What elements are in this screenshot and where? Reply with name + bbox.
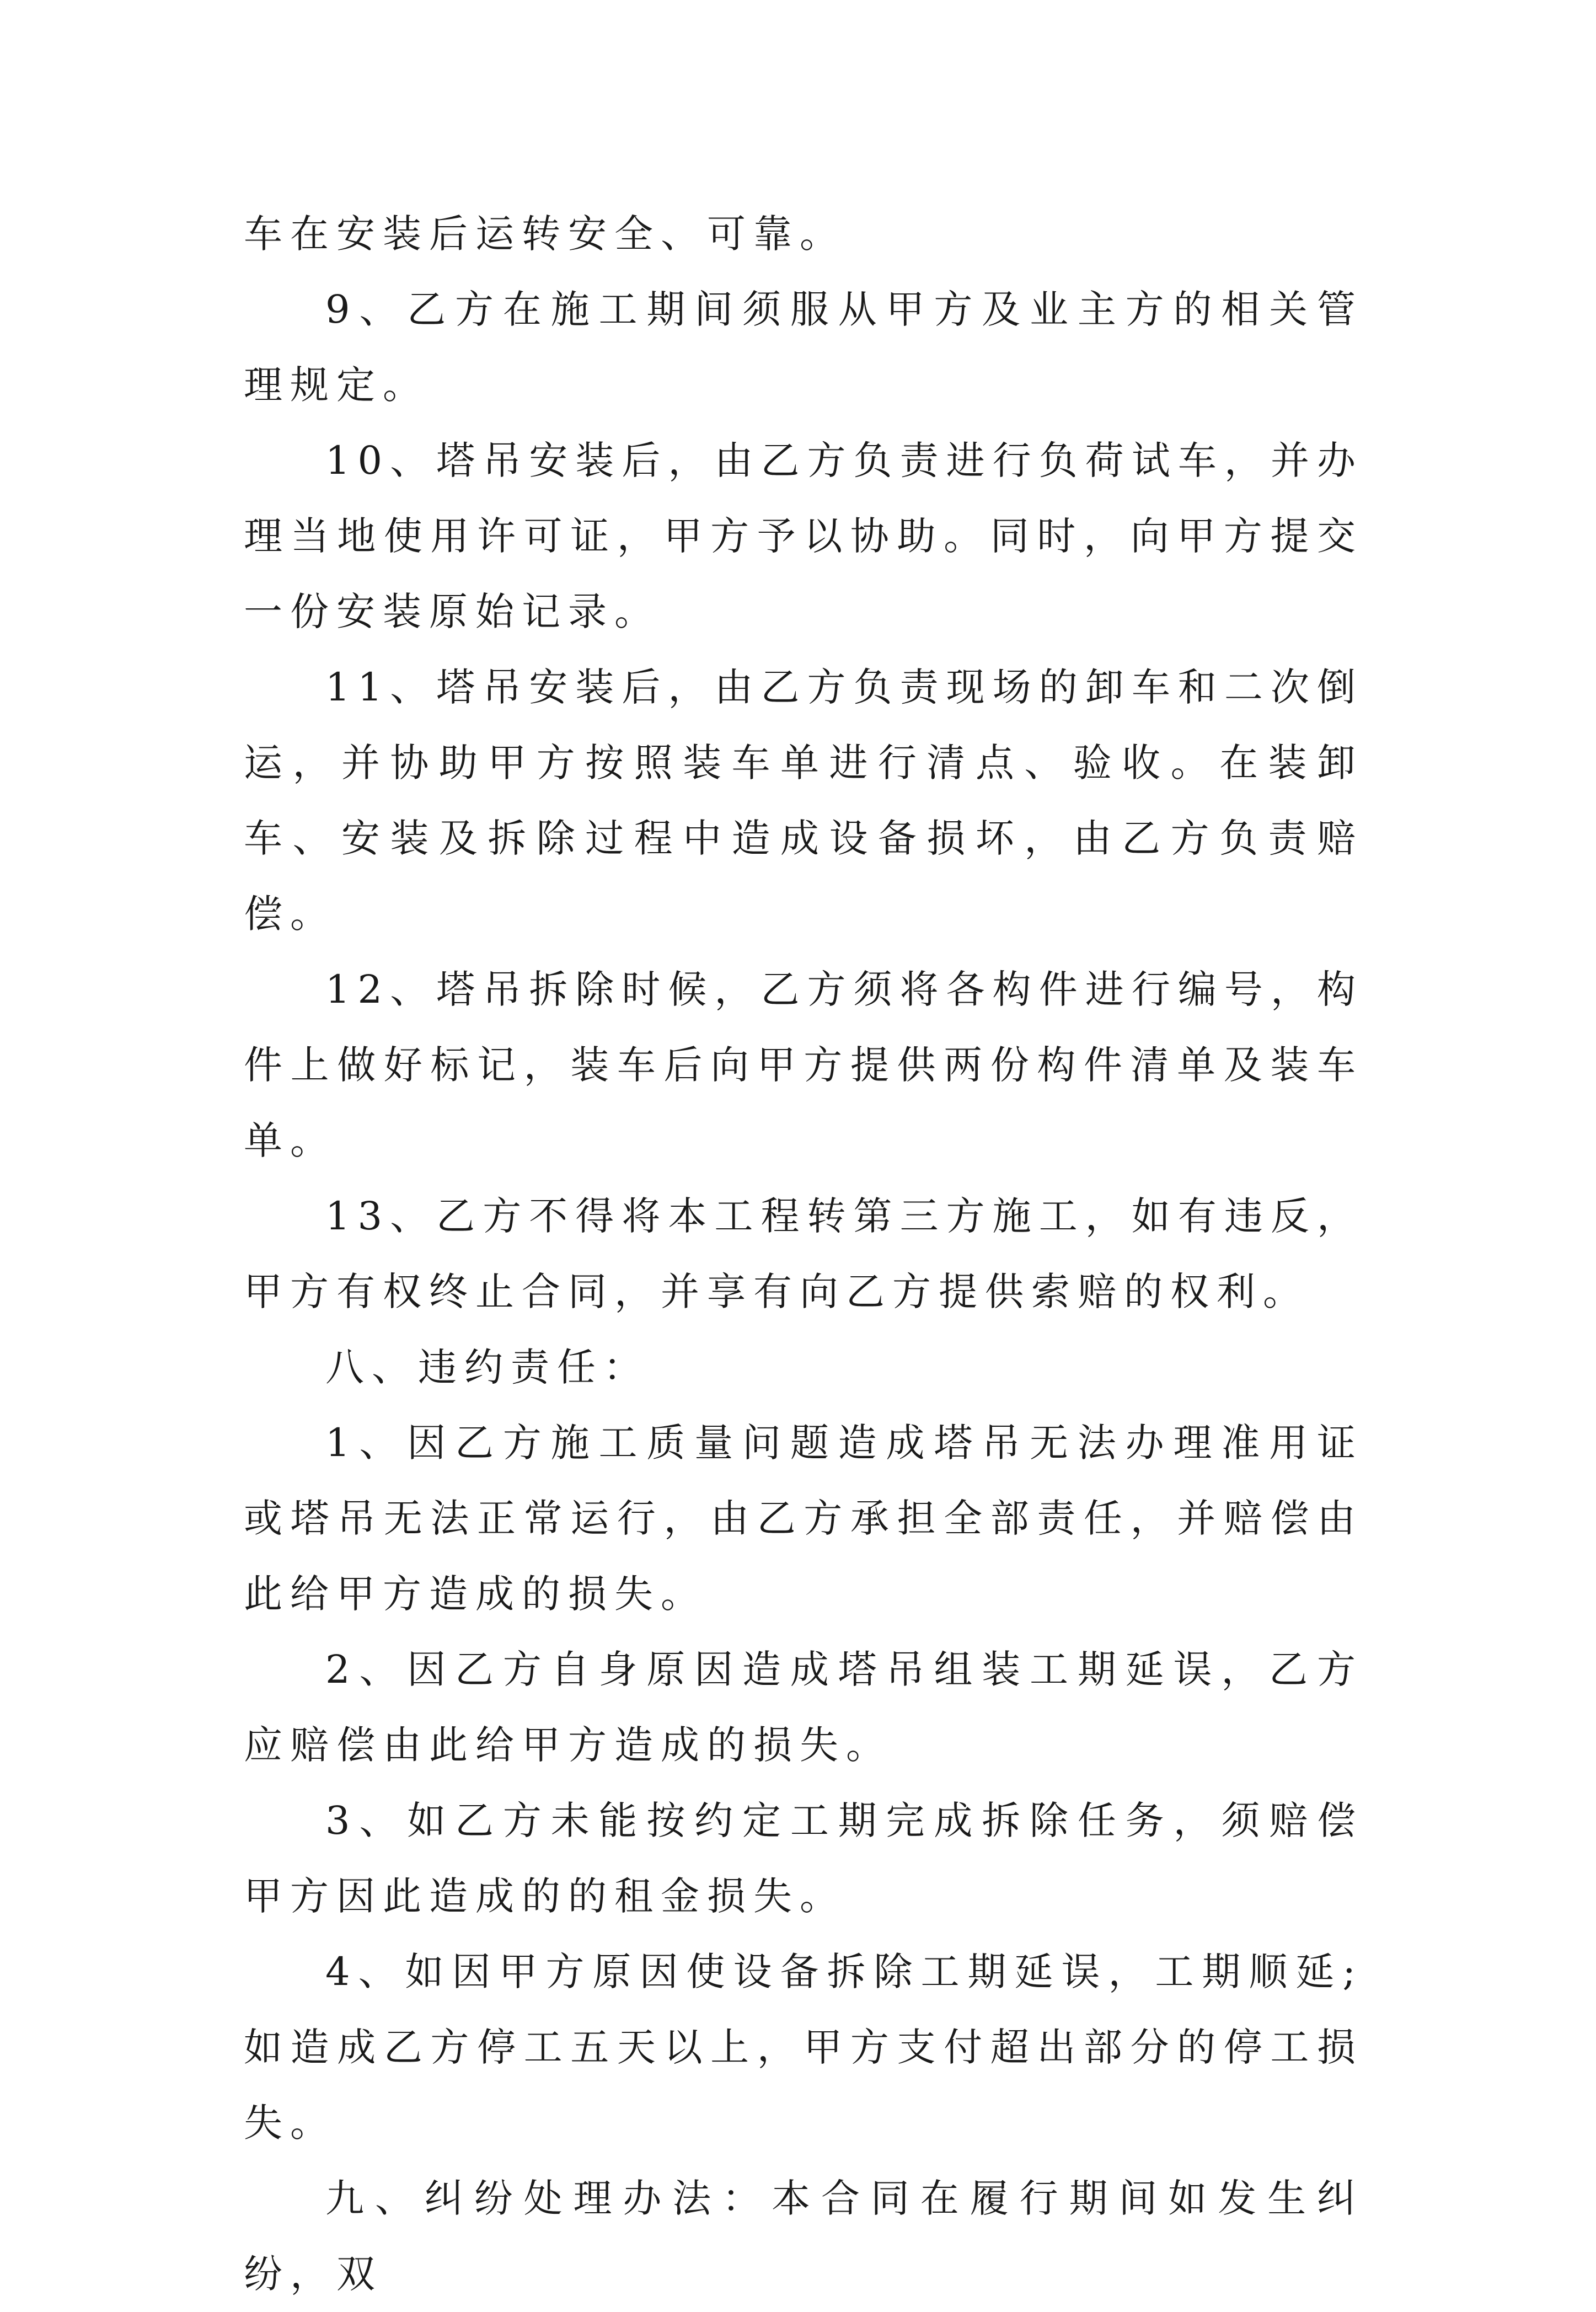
- paragraph: 1、因乙方施工质量问题造成塔吊无法办理准用证或塔吊无法正常运行，由乙方承担全部责任，并赔偿由此给甲方造成的损失。: [244, 1420, 1363, 1617]
- paragraph: 10、塔吊安装后，由乙方负责进行负荷试车，并办理当地使用许可证，甲方予以协助。同时，向甲方提交一份安装原始记录。: [244, 438, 1363, 634]
- paragraph: 2、因乙方自身原因造成塔吊组装工期延误，乙方应赔偿由此给甲方造成的损失。: [244, 1647, 1363, 1768]
- document-body: [244, 196, 1363, 2312]
- paragraph: 3、如乙方未能按约定工期完成拆除任务，须赔偿甲方因此造成的的租金损失。: [244, 1798, 1363, 1919]
- paragraph: 11、塔吊安装后，由乙方负责现场的卸车和二次倒运，并协助甲方按照装车单进行清点、验收。在装卸车、安装及拆除过程中造成设备损坏，由乙方负责赔偿。: [244, 665, 1363, 936]
- paragraph: 12、塔吊拆除时候，乙方须将各构件进行编号，构件上做好标记，装车后向甲方提供两份构件清单及装车单。: [244, 967, 1363, 1163]
- section-heading: 八、违约责任：: [325, 1345, 650, 1390]
- paragraph: 九、纠纷处理办法：本合同在履行期间如发生纠纷，双: [244, 2176, 1363, 2297]
- paragraph: 13、乙方不得将本工程转第三方施工，如有违反，甲方有权终止合同，并享有向乙方提供索赔的权利。: [244, 1194, 1363, 1314]
- paragraph: 4、如因甲方原因使设备拆除工期延误，工期顺延;如造成乙方停工五天以上，甲方支付超出部分的停工损失。: [244, 1949, 1363, 2145]
- paragraph: 车在安装后运转安全、可靠。: [244, 211, 846, 256]
- paragraph: 9、乙方在施工期间须服从甲方及业主方的相关管理规定。: [244, 287, 1363, 408]
